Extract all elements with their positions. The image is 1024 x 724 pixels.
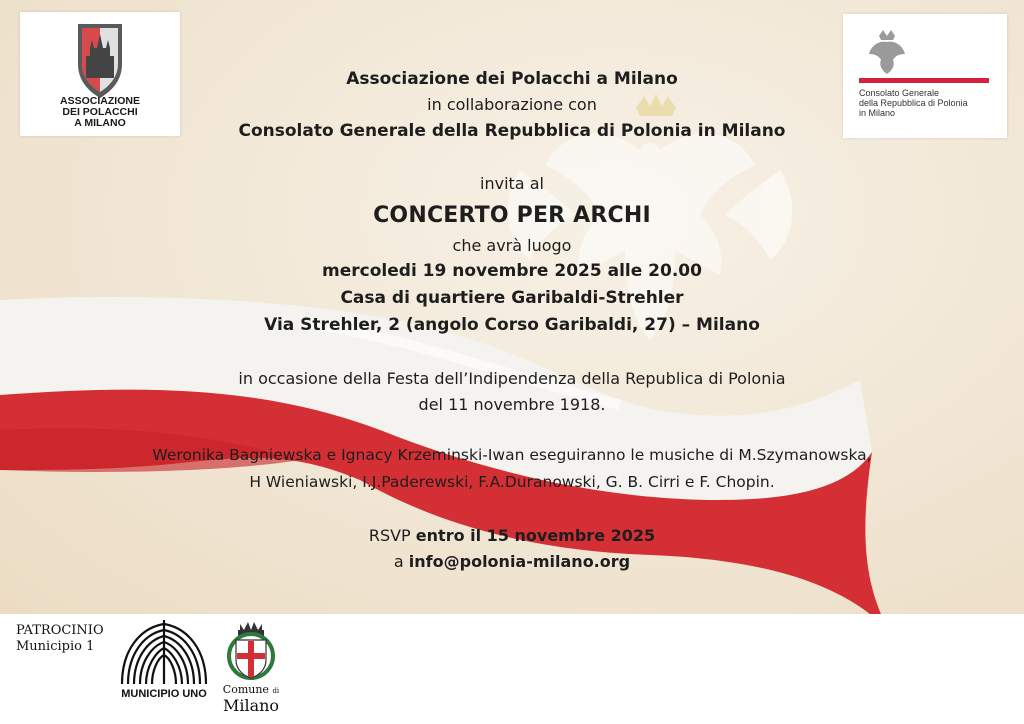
event-datetime: mercoledi 19 novembre 2025 alle 20.00 — [322, 261, 702, 281]
rsvp-prefix: a — [393, 552, 404, 571]
consulate-name-line3: in Milano — [859, 108, 896, 118]
association-name-line2: DEI POLACCHI — [62, 106, 138, 118]
rsvp-line — [0, 526, 1024, 545]
municipio-uno-text: MUNICIPIO UNO — [121, 688, 207, 700]
association-name-line1: ASSOCIAZIONE — [60, 95, 140, 107]
rsvp-email: info@polonia-milano.org — [408, 552, 631, 571]
milano-word: Milano — [222, 696, 280, 715]
event-address: Via Strehler, 2 (angolo Corso Garibaldi, 27) – Milano — [264, 315, 760, 335]
will-take-place-text: che avrà luogo — [452, 236, 572, 255]
rsvp-deadline: entro il 15 novembre 2025 — [415, 526, 656, 545]
collaborator-name: Consolato Generale della Repubblica di Polonia in Milano — [238, 121, 786, 141]
rsvp-label: RSVP — [368, 526, 411, 545]
association-name-line3: A MILANO — [74, 117, 126, 129]
consulate-name-line1: Consolato Generale — [859, 88, 940, 98]
occasion-line1: in occasione della Festa dell’Indipendenza della Republica di Polonia — [238, 369, 786, 388]
host-name: Associazione dei Polacchi a Milano — [346, 69, 678, 89]
event-venue: Casa di quartiere Garibaldi-Strehler — [340, 288, 684, 308]
occasion-line2: del 11 novembre 1918. — [418, 395, 606, 414]
comune-di: di — [272, 687, 280, 695]
performers-line2: H Wieniawski, I.J.Paderewski, F.A.Duranowski, G. B. Cirri e F. Chopin. — [249, 473, 775, 491]
performers-line1: Weronika Bagniewska e Ignacy Krzeminski-Iwan eseguiranno le musiche di M.Szymanowska, — [152, 446, 872, 464]
collab-intro: in collaborazione con — [427, 95, 597, 114]
comune-text — [216, 683, 286, 696]
event-title: CONCERTO PER ARCHI — [373, 203, 651, 228]
consulate-name-line2: della Repubblica di Polonia — [859, 98, 968, 108]
rsvp-email-line — [0, 552, 1024, 571]
patronage-municipio: Municipio 1 — [16, 639, 95, 654]
footer-band — [0, 614, 1024, 724]
patronage-label: PATROCINIO — [16, 623, 104, 638]
comune-word: Comune — [222, 683, 269, 696]
invites-text: invita al — [480, 174, 544, 193]
